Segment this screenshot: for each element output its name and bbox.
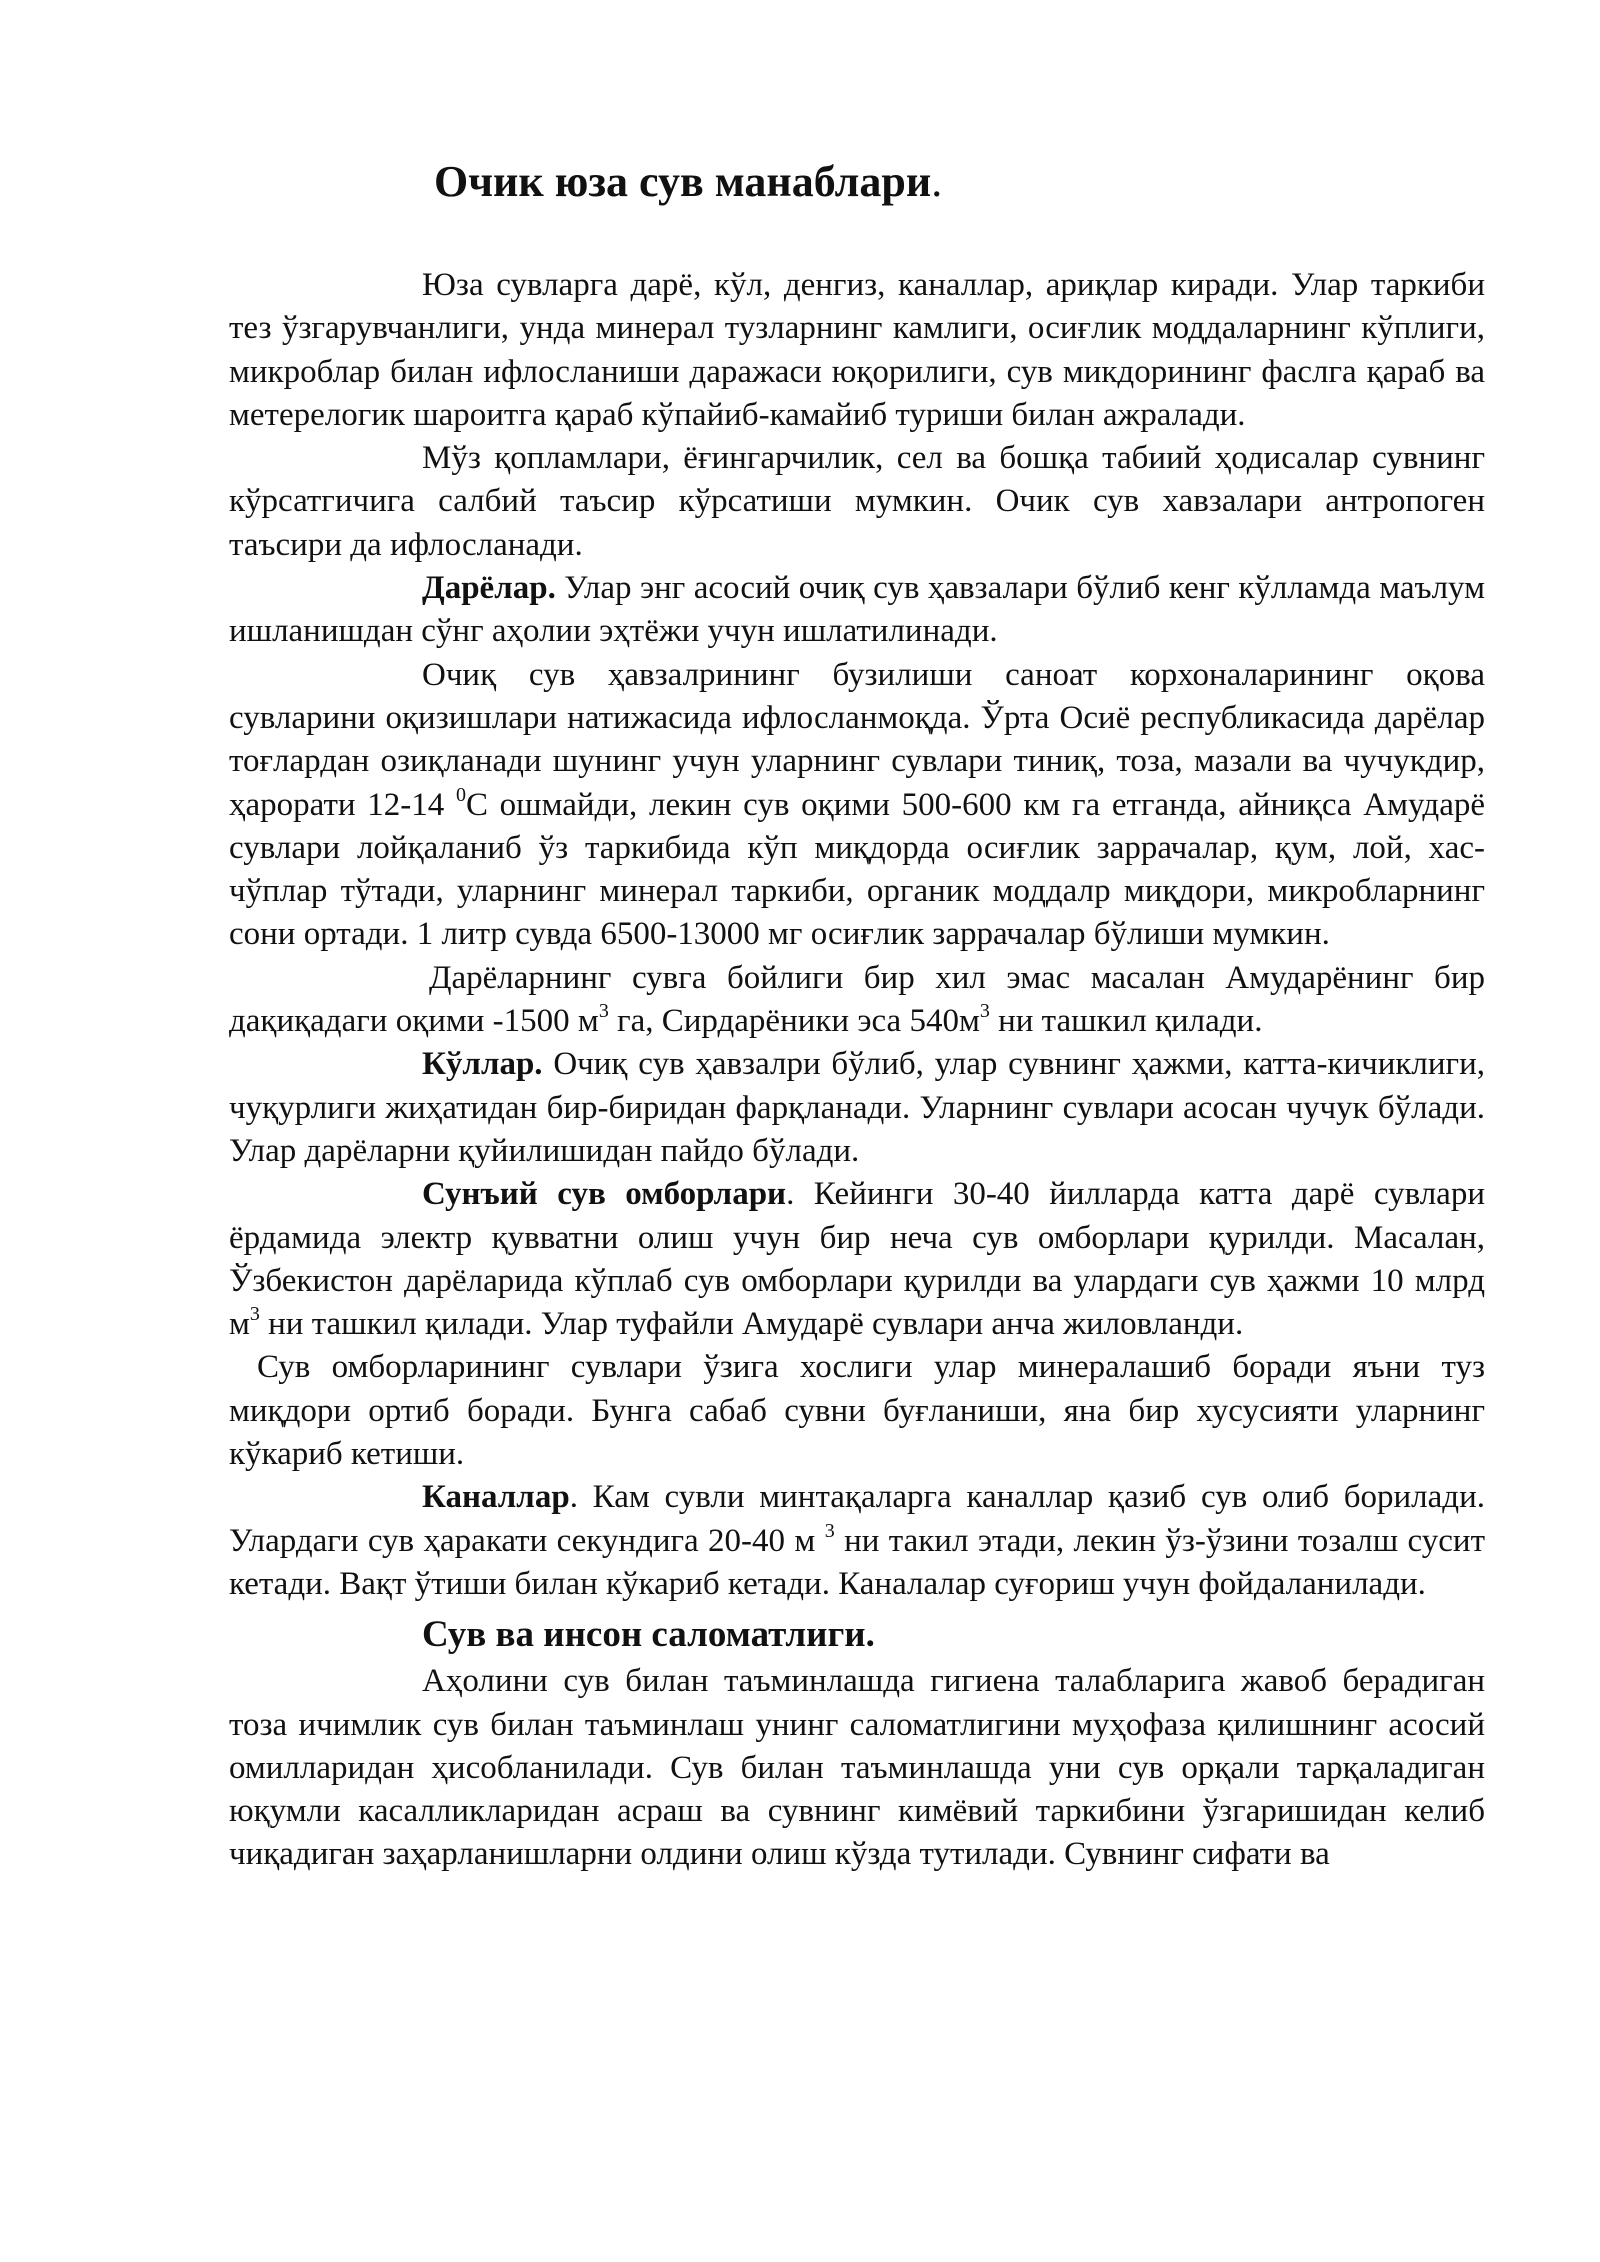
cubic-superscript: 3 <box>598 1000 609 1023</box>
rivers-heading: Дарёлар. <box>422 570 556 607</box>
cubic-superscript: 3 <box>824 1519 835 1542</box>
lakes-heading: Кўллар. <box>422 1046 543 1083</box>
paragraph-river-pollution: Очиқ сув ҳавзалрининг бузилиши саноат корхоналарининг оқова сувларини оқизишлари натижасида ифлосланмоқда. Ўрта Осиё республикасида дарёлар тоғлардан озиқланади шунинг учун уларнинг сувлари тиниқ, тоза, мазали ва чучукдир, ҳарорати 12-14 $^0$С ошмайди, лекин сув оқими 500-600 км га етганда, айниқса Амударё сувлари лойқаланиб ўз таркибида кўп миқдорда осиғлик заррачалар, қум, лой, хас-чўплар тўтади, уларнинг минерал таркиби, органик моддалр миқдори, микробларнинг сони ортади. 1 литр сувда 6500-13000 мг осиғлик заррачалар бўлиши мумкин. <box>229 656 1485 953</box>
cubic-superscript: 3 <box>979 1000 990 1023</box>
degree-superscript: 0 <box>455 783 466 806</box>
cubic-superscript: 3 <box>249 1303 260 1326</box>
section-heading-water-health: Сув ва инсон саломатлиги. <box>422 1614 875 1656</box>
canals-heading: Каналлар <box>422 1479 570 1516</box>
page-title <box>229 150 1485 214</box>
document-page <box>229 150 1485 1877</box>
paragraph-reservoirs: Сунъий сув омборлари. Кейинги 30-40 йилларда катта дарё сувлари ёрдамида электр қувватни олиш учун бир неча сув омборлари қурилди. Масалан, Ўзбекистон дарёларида кўплаб сув омборлари қурилди ва улардаги сув ҳажми 10 млрд $м^3$ ни ташкил қилади. Улар туфайли Амударё сувлари анча жиловланди. <box>229 1176 1485 1343</box>
page-title-dot: . <box>931 157 943 206</box>
paragraph-surface-waters: Юза сувларга дарё, кўл, денгиз, каналлар, ариқлар киради. Улар таркиби тез ўзгарувчанлиги, унда минерал тузларнинг камлиги, осиғлик моддаларнинг кўплиги, микроблар билан ифлосланиши даражаси юқорилиги, сув микдорининг фаслга қараб ва метерелогик шароитга қараб кўпайиб-камайиб туриши билан ажралади. <box>229 267 1485 433</box>
paragraph-water-health: Аҳолини сув билан таъминлашда гигиена талабларига жавоб берадиган тоза ичимлик сув билан таъминлаш унинг саломатлигини муҳофаза қилишнинг асосий омилларидан ҳисобланилади. Сув билан таъминлашда уни сув орқали тарқаладиган юқумли касалликларидан асраш ва сувнинг кимёвий таркибини ўзгаришидан келиб чиқадиган заҳарланишларни олдини олиш кўзда тутилади. Сувнинг сифати ва <box>229 1663 1485 1873</box>
paragraph-rivers: Дарёлар. Улар энг асосий очиқ сув ҳавзалари бўлиб кенг кўлламда маълум ишланишдан сўнг аҳолии эҳтёжи учун ишлатилинади. <box>229 570 1485 650</box>
paragraph-natural-phenomena: Мўз қопламлари, ёғингарчилик, сел ва бошқа табиий ҳодисалар сувнинг кўрсатгичига салбий таъсир кўрсатиши мумкин. Очик сув хавзалари антропоген таъсири да ифлосланади. <box>229 440 1485 563</box>
reservoirs-heading: Сунъий сув омборлари <box>422 1176 787 1213</box>
paragraph-river-flow: Дарёларнинг сувга бойлиги бир хил эмас масалан Амударёнинг бир дақиқадаги оқими -1500 $м^3$ га, Сирдарёники эса $540м^3$ ни ташкил қилади. <box>229 959 1485 1040</box>
paragraph-canals: Каналлар. Кам сувли минтақаларга каналлар қазиб сув олиб борилади. Улардаги сув ҳаракати секундига 20-40 м $^3$ ни такил этади, лекин ўз-ўзини тозалш сусит кетади. Вақт ўтиши билан кўкариб кетади. Каналалар суғориш учун фойдаланилади. <box>229 1479 1485 1602</box>
paragraph-lakes: Кўллар. Очиқ сув ҳавзалри бўлиб, улар сувнинг ҳажми, катта-кичиклиги, чуқурлиги жиҳатидан бир-биридан фарқланади. Уларнинг сувлари асосан чучук бўлади. Улар дарёларни қуйилишидан пайдо бўлади. <box>229 1046 1485 1169</box>
paragraph-reservoir-features: Сув омборларининг сувлари ўзига хослиги улар минералашиб боради яъни туз миқдори ортиб боради. Бунга сабаб сувни буғланиши, яна бир хусусияти уларнинг кўкариб кетиши. <box>229 1349 1485 1473</box>
page-title-text: Очик юза сув манаблари <box>434 157 932 206</box>
